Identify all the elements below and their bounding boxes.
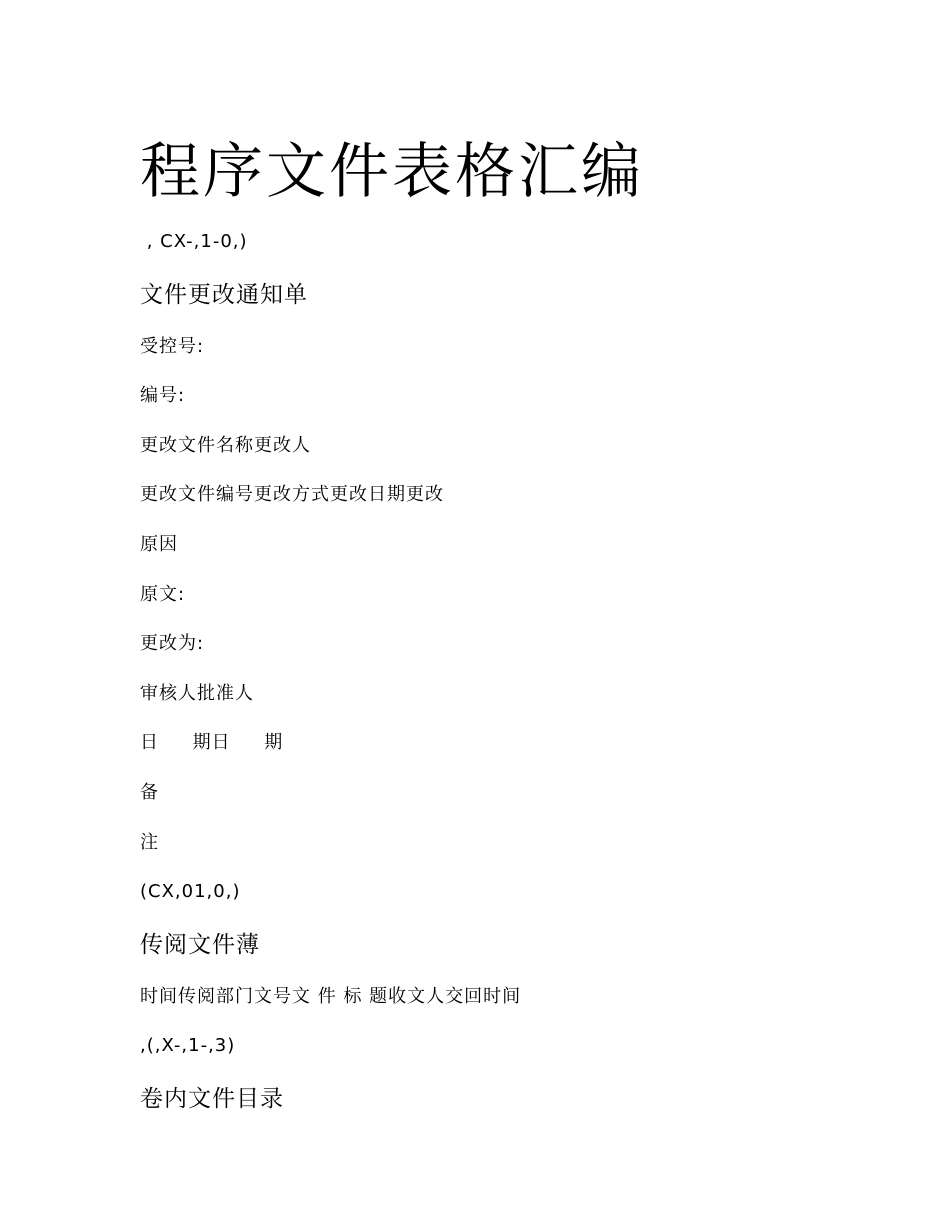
circulation-columns: 时间传阅部门文号文 件 标 题收文人交回时间: [140, 986, 522, 1007]
field-original-text: 原文:: [140, 584, 186, 605]
field-dates: 日 期日 期: [140, 732, 284, 753]
form-code-circulation: (CX,01,0,): [140, 881, 241, 902]
section-heading-file-catalog: 卷内文件目录: [140, 1086, 284, 1112]
field-remark-2: 注: [140, 832, 159, 853]
field-remark-1: 备: [140, 782, 159, 803]
field-reason: 原因: [140, 534, 178, 555]
section-heading-change-notice: 文件更改通知单: [140, 282, 308, 308]
field-changed-file-name-and-person: 更改文件名称更改人: [140, 435, 311, 456]
field-change-details: 更改文件编号更改方式更改日期更改: [140, 484, 444, 505]
field-control-number: 受控号:: [140, 336, 205, 357]
form-code-file-catalog: ,(,X-,1-,3): [140, 1035, 236, 1056]
field-reviewer-approver: 审核人批准人: [140, 683, 254, 704]
field-number: 编号:: [140, 385, 186, 406]
document-title: 程序文件表格汇编: [140, 137, 644, 207]
form-code-change-notice: , CX-,1-0,): [140, 231, 248, 252]
section-heading-circulation: 传阅文件薄: [140, 932, 260, 958]
field-changed-to: 更改为:: [140, 633, 205, 654]
